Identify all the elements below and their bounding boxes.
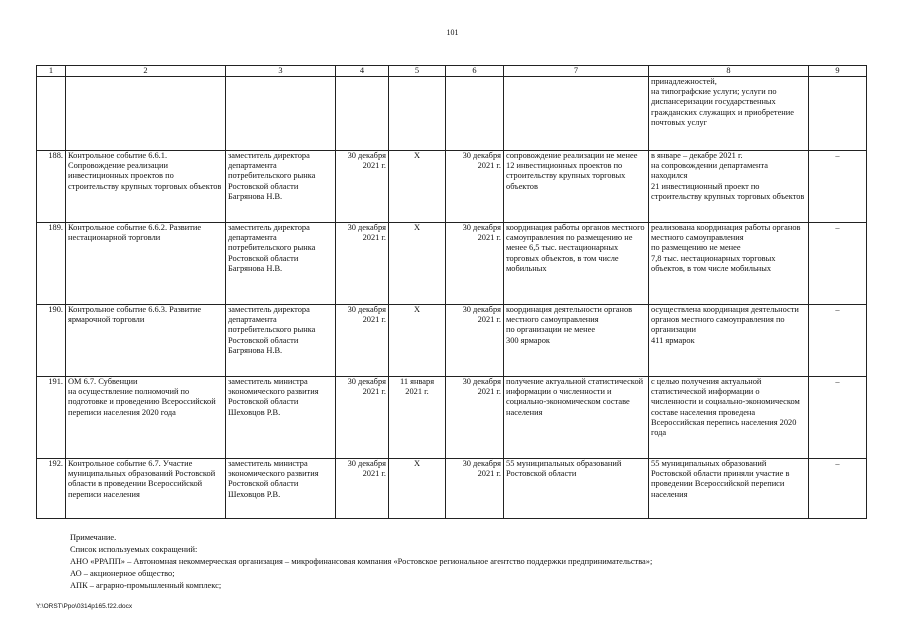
- expected-date-cell: 11 января 2021 г.: [389, 377, 446, 459]
- event-cell: ОМ 6.7. Субвенции на осуществление полномочий по подготовке и проведению Всероссийской переписи населения 2020 года: [66, 377, 226, 459]
- column-header: 9: [809, 66, 867, 77]
- responsible-cell: заместитель директора департамента потребительского рынка Ростовской области Багрянова Н.В.: [226, 151, 336, 223]
- table-row: [37, 223, 867, 305]
- event-cell: Контрольное событие 6.6.1. Сопровождение реализации инвестиционных проектов по строительству крупных торговых объектов: [66, 151, 226, 223]
- column-header: 6: [446, 66, 504, 77]
- column-header: 5: [389, 66, 446, 77]
- table-row: [37, 151, 867, 223]
- plan-date-cell: 30 декабря 2021 г.: [336, 305, 389, 377]
- expected-result-cell: 55 муниципальных образований Ростовской области: [504, 459, 649, 519]
- column-header: 2: [66, 66, 226, 77]
- responsible-cell: заместитель министра экономического развития Ростовской области Шеховцов Р.В.: [226, 459, 336, 519]
- table-row: [37, 305, 867, 377]
- responsible-cell: заместитель директора департамента потребительского рынка Ростовской области Багрянова Н.В.: [226, 305, 336, 377]
- responsible-cell: заместитель министра экономического развития Ростовской области Шеховцов Р.В.: [226, 377, 336, 459]
- reason-cell: –: [809, 151, 867, 223]
- actual-result-cell: реализована координация работы органов местного самоуправления по размещению не менее 7,8 тыс. нестационарных торговых объектов, в том числе мобильных: [649, 223, 809, 305]
- event-cell: Контрольное событие 6.7. Участие муниципальных образований Ростовской области в проведении Всероссийской переписи населения: [66, 459, 226, 519]
- expected-result-cell: получение актуальной статистической информации о численности и социально-экономическом составе населения: [504, 377, 649, 459]
- column-header: 3: [226, 66, 336, 77]
- file-path-footer: Y:\ORST\Ppo\0314p165.f22.docx: [36, 603, 133, 610]
- expected-result-cell: координация деятельности органов местного самоуправления по организации не менее 300 ярмарок: [504, 305, 649, 377]
- plan-date-cell: 30 декабря 2021 г.: [336, 151, 389, 223]
- reason-cell: –: [809, 223, 867, 305]
- plan-date-cell: 30 декабря 2021 г.: [336, 377, 389, 459]
- expected-date-cell: X: [389, 459, 446, 519]
- abbreviation-item: АПК – аграрно-промышленный комплекс;: [70, 581, 222, 590]
- plan-date-cell: 30 декабря 2021 г.: [336, 459, 389, 519]
- actual-result-cell: 55 муниципальных образований Ростовской области приняли участие в проведении Всероссийской переписи населения: [649, 459, 809, 519]
- notes-section: [70, 532, 870, 592]
- row-number: 190.: [37, 305, 66, 377]
- notes-title: Примечание.: [70, 533, 117, 542]
- continuation-cell: принадлежностей, на типографские услуги; услуги по диспансеризации государственных гражданских служащих и приобретение почтовых услуг: [649, 77, 809, 151]
- actual-result-cell: в январе – декабре 2021 г. на сопровождении департамента находился 21 инвестиционный проект по строительству крупных торговых объектов: [649, 151, 809, 223]
- event-cell: Контрольное событие 6.6.2. Развитие нестационарной торговли: [66, 223, 226, 305]
- row-number: 189.: [37, 223, 66, 305]
- abbreviations-title: Список используемых сокращений:: [70, 545, 198, 554]
- reason-cell: –: [809, 459, 867, 519]
- actual-result-cell: осуществлена координация деятельности органов местного самоуправления по организации 411 ярмарок: [649, 305, 809, 377]
- header-row: [37, 66, 867, 77]
- actual-date-cell: 30 декабря 2021 г.: [446, 223, 504, 305]
- row-number: 188.: [37, 151, 66, 223]
- column-header: 1: [37, 66, 66, 77]
- expected-date-cell: X: [389, 223, 446, 305]
- table-row: [37, 377, 867, 459]
- column-header: 8: [649, 66, 809, 77]
- expected-date-cell: X: [389, 305, 446, 377]
- actual-date-cell: 30 декабря 2021 г.: [446, 377, 504, 459]
- expected-date-cell: X: [389, 151, 446, 223]
- abbreviation-item: АО – акционерное общество;: [70, 569, 175, 578]
- actual-date-cell: 30 декабря 2021 г.: [446, 305, 504, 377]
- table-row: [37, 459, 867, 519]
- reason-cell: –: [809, 305, 867, 377]
- continuation-row: [37, 77, 867, 151]
- report-table: [36, 65, 867, 519]
- reason-cell: –: [809, 377, 867, 459]
- column-header: 7: [504, 66, 649, 77]
- expected-result-cell: сопровождение реализации не менее 12 инвестиционных проектов по строительству крупных торговых объектов: [504, 151, 649, 223]
- responsible-cell: заместитель директора департамента потребительского рынка Ростовской области Багрянова Н.В.: [226, 223, 336, 305]
- event-cell: Контрольное событие 6.6.3. Развитие ярмарочной торговли: [66, 305, 226, 377]
- actual-date-cell: 30 декабря 2021 г.: [446, 459, 504, 519]
- abbreviation-item: АНО «РРАПП» – Автономная некоммерческая организация – микрофинансовая компания «Ростовское региональное агентство поддержки предпринимательства»;: [70, 557, 653, 566]
- plan-date-cell: 30 декабря 2021 г.: [336, 223, 389, 305]
- page-number: 101: [446, 28, 459, 37]
- column-header: 4: [336, 66, 389, 77]
- row-number: 192.: [37, 459, 66, 519]
- row-number: 191.: [37, 377, 66, 459]
- actual-date-cell: 30 декабря 2021 г.: [446, 151, 504, 223]
- expected-result-cell: координация работы органов местного самоуправления по размещению не менее 6,5 тыс. нестационарных торговых объектов, в том числе мобильных: [504, 223, 649, 305]
- actual-result-cell: с целью получения актуальной статистической информации о численности и социально-экономическом составе населения проведена Всероссийская перепись населения 2020 года: [649, 377, 809, 459]
